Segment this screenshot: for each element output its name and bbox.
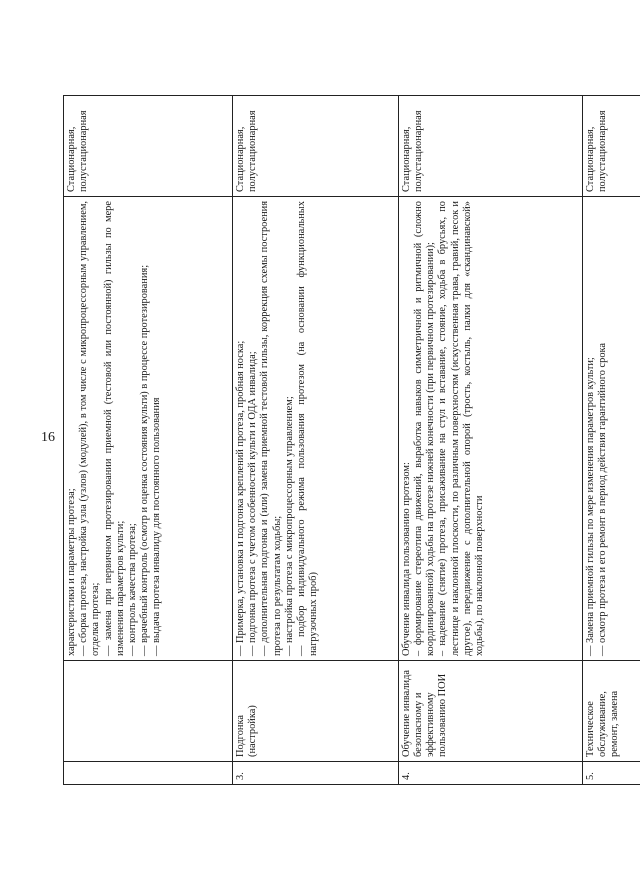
table-row xyxy=(64,96,233,785)
table-row xyxy=(583,96,640,785)
row-number: 3. xyxy=(232,762,398,785)
row-number: 5. xyxy=(583,762,640,785)
stage-content xyxy=(232,197,398,661)
content-line: – формирование стереотипа движений, выработка навыков симметричной и ритмичной (сложно координированной) ходьбы на протезе нижней конечности (при первичном протезировании); xyxy=(412,201,437,656)
services-table xyxy=(63,95,640,785)
service-form: Стационарная, полустационарная xyxy=(583,96,640,197)
content-line: — выдача протеза инвалиду для постоянного пользования xyxy=(151,397,163,656)
stage-content xyxy=(64,197,233,661)
content-line: — дополнительная подгонка и (или) замена приемной тестовой гильзы, коррекция схемы построения протеза по результатам ходьбы; xyxy=(259,201,283,656)
content-line: — замена при первичном протезировании приемной (тестовой или постоянной) гильзы по мере изменения параметров культи; xyxy=(102,201,126,656)
content-line: характеристики и параметры протеза; xyxy=(66,488,77,656)
page-number: 16 xyxy=(41,430,55,445)
stage-name xyxy=(64,661,233,762)
content-line: — настройка протеза с микропроцессорным управлением; xyxy=(283,396,295,656)
content-line: — врачебный контроль (осмотр и оценка состояния культи) в процессе протезирования; xyxy=(139,264,151,656)
stage-name: Техническое обслуживание, ремонт, замена xyxy=(583,661,640,762)
stage-name: Подгонка (настройка) xyxy=(232,661,398,762)
content-line: Обучение инвалида пользованию протезом: xyxy=(400,462,412,656)
content-line: — осмотр протеза и его ремонт в период действия гарантийного срока xyxy=(597,342,609,656)
row-number xyxy=(64,762,233,785)
content-line: — контроль качества протеза; xyxy=(127,523,139,656)
content-line: – надевание (снятие) протеза, присаживание на стул и вставание, стояние, ходьба в брусьях, по лестнице и наклонной плоскости, по различным поверхностям (искусственная трава, гравий, песок и другое), передвижение с дополнительной опорой (трость, костыль, палки для «скандинавской» ходьбы), по наклонной поверхности xyxy=(437,201,485,656)
content-line: — подбор индивидуального режима пользования протезом (на основании функциональных нагрузочных проб) xyxy=(295,201,320,656)
rotated-page-content xyxy=(63,95,640,785)
content-line: — Примерка, установка и подгонка креплений протеза, пробная носка; xyxy=(234,340,246,656)
service-form: Стационарная, полустационарная xyxy=(398,96,582,197)
stage-content xyxy=(583,197,640,661)
table-row xyxy=(232,96,398,785)
stage-content xyxy=(398,197,582,661)
service-form: Стационарная, полустационарная xyxy=(232,96,398,197)
content-line: — подгонка протеза с учетом особенностей культи и ОДА инвалида; xyxy=(247,351,259,656)
stage-name: Обучение инвалида безопасному и эффективному пользованию ПОИ xyxy=(398,661,582,762)
content-line: — Замена приемной гильзы по мере изменения параметров культи; xyxy=(585,357,597,656)
content-line: — сборка протеза, настройка узла (узлов) (модулей), в том числе с микропроцессорным управлением, отделка протеза; xyxy=(78,201,102,656)
service-form: Стационарная, полустационарная xyxy=(64,96,233,197)
row-number: 4. xyxy=(398,762,582,785)
table-row xyxy=(398,96,582,785)
